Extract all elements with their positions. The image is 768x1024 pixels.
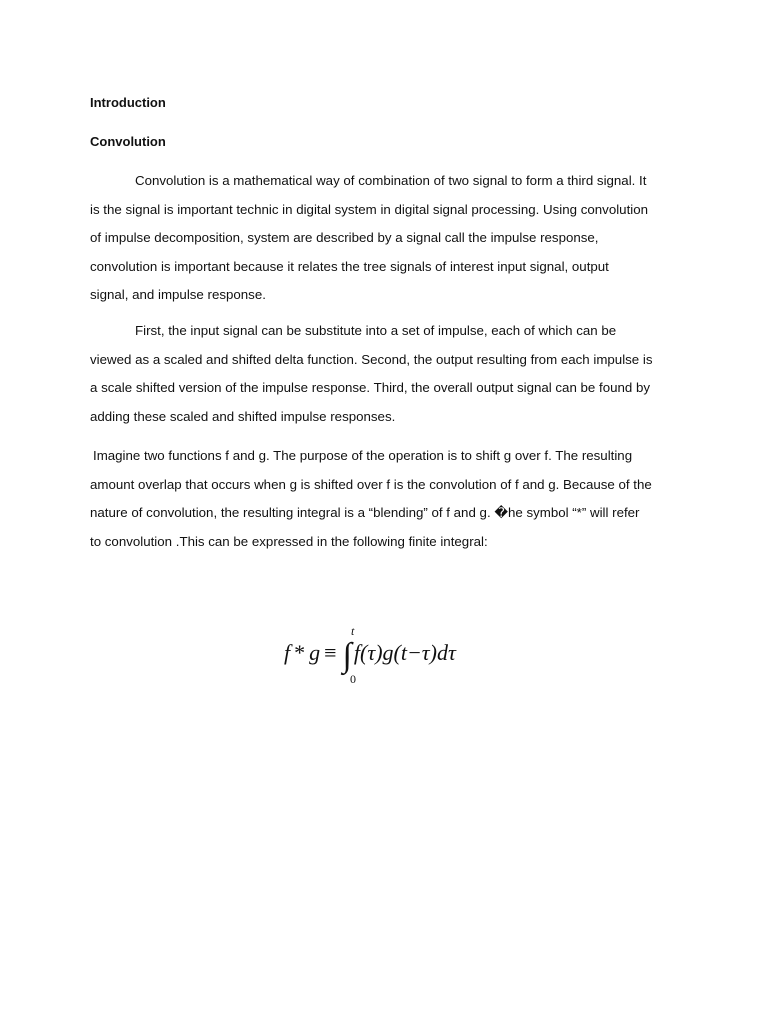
equation-integrand: f(τ)g(t−τ)dτ bbox=[353, 640, 456, 665]
integral-upper-limit: t bbox=[351, 624, 355, 638]
heading-convolution: Convolution bbox=[90, 134, 166, 149]
paragraph-line: Convolution is a mathematical way of combination of two signal to form a third signal. It bbox=[135, 173, 647, 188]
equation-equiv: ≡ bbox=[324, 640, 337, 665]
equation-main-line bbox=[284, 637, 456, 674]
paragraph-line: viewed as a scaled and shifted delta function. Second, the output resulting from each impulse is bbox=[90, 351, 653, 367]
paragraph-line: signal, and impulse response. bbox=[90, 287, 266, 302]
paragraph-convolution-definition bbox=[90, 167, 690, 310]
paragraph-line: convolution is important because it relates the tree signals of interest input signal, output bbox=[90, 258, 609, 274]
equation-f: f bbox=[284, 640, 291, 665]
paragraph-line: to convolution .This can be expressed in the following finite integral: bbox=[90, 533, 488, 549]
equation-star: * bbox=[294, 640, 306, 665]
convolution-integral-equation bbox=[284, 622, 494, 692]
paragraph-line: Imagine two functions f and g. The purpose of the operation is to shift g over f. The resulting bbox=[93, 448, 633, 463]
paragraph-line: of impulse decomposition, system are described by a signal call the impulse response, bbox=[90, 230, 599, 245]
paragraph-impulse-steps bbox=[90, 317, 690, 431]
equation-g: g bbox=[309, 640, 321, 665]
integral-sign: ∫ bbox=[342, 637, 352, 674]
heading-introduction: Introduction bbox=[90, 95, 166, 110]
paragraph-line: is the signal is important technic in digital system in digital signal processing. Using convolution bbox=[90, 201, 649, 217]
paragraph-line: First, the input signal can be substitute into a set of impulse, each of which can be bbox=[135, 323, 617, 338]
paragraph-line: a scale shifted version of the impulse response. Third, the overall output signal can be found by bbox=[90, 380, 651, 395]
paragraph-line: amount overlap that occurs when g is shifted over f is the convolution of f and g. Because of the bbox=[90, 476, 652, 492]
paragraph-line: adding these scaled and shifted impulse responses. bbox=[90, 408, 396, 424]
paragraph-functions-f-g bbox=[90, 442, 690, 556]
integral-lower-limit: 0 bbox=[350, 672, 356, 686]
paragraph-line: nature of convolution, the resulting integral is a “blending” of f and g. �he symbol “*” will refer bbox=[90, 505, 640, 520]
